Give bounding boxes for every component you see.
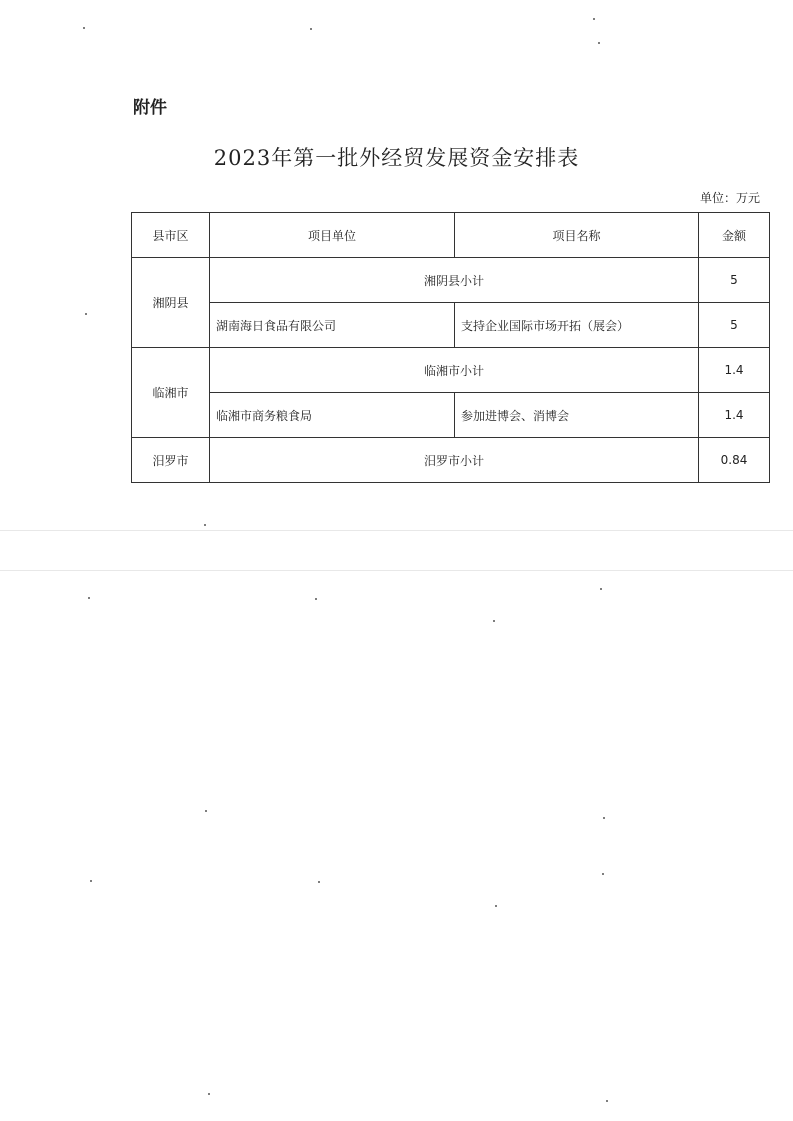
scan-speck bbox=[606, 1100, 608, 1102]
unit-label: 单位：万元 bbox=[700, 191, 761, 205]
project-cell: 参加进博会、消博会 bbox=[455, 393, 699, 438]
allocation-table bbox=[131, 212, 770, 483]
scan-speck bbox=[600, 588, 602, 590]
scan-speck bbox=[603, 817, 605, 819]
subtotal-amount: 0.84 bbox=[699, 438, 770, 483]
attachment-label: 附件 bbox=[133, 98, 167, 118]
header-unit: 项目单位 bbox=[210, 213, 455, 258]
amount-cell: 1.4 bbox=[699, 393, 770, 438]
table-row bbox=[132, 303, 770, 348]
scan-speck bbox=[493, 620, 495, 622]
table-header-row bbox=[132, 213, 770, 258]
project-cell: 支持企业国际市场开拓（展会） bbox=[455, 303, 699, 348]
unit-cell: 临湘市商务粮食局 bbox=[210, 393, 455, 438]
scan-speck bbox=[593, 18, 595, 20]
subtotal-label: 汨罗市小计 bbox=[210, 438, 699, 483]
subtotal-amount: 5 bbox=[699, 258, 770, 303]
scan-speck bbox=[310, 28, 312, 30]
scan-speck bbox=[495, 905, 497, 907]
header-county: 县市区 bbox=[132, 213, 210, 258]
scan-divider bbox=[0, 530, 793, 531]
table-row bbox=[132, 393, 770, 438]
scan-divider bbox=[0, 570, 793, 571]
subtotal-label: 湘阴县小计 bbox=[210, 258, 699, 303]
scan-speck bbox=[83, 27, 85, 29]
subtotal-amount: 1.4 bbox=[699, 348, 770, 393]
table-row bbox=[132, 258, 770, 303]
subtotal-label: 临湘市小计 bbox=[210, 348, 699, 393]
unit-cell: 湖南海日食品有限公司 bbox=[210, 303, 455, 348]
header-amount: 金额 bbox=[699, 213, 770, 258]
scan-speck bbox=[318, 881, 320, 883]
header-project: 项目名称 bbox=[455, 213, 699, 258]
county-cell: 湘阴县 bbox=[132, 258, 210, 348]
page-title: 2023年第一批外经贸发展资金安排表 bbox=[213, 146, 580, 170]
county-cell: 临湘市 bbox=[132, 348, 210, 438]
county-cell: 汨罗市 bbox=[132, 438, 210, 483]
scan-speck bbox=[88, 597, 90, 599]
scan-speck bbox=[204, 524, 206, 526]
scan-speck bbox=[205, 810, 207, 812]
scan-speck bbox=[90, 880, 92, 882]
table-row bbox=[132, 438, 770, 483]
scan-speck bbox=[598, 42, 600, 44]
scan-speck bbox=[85, 313, 87, 315]
table-row bbox=[132, 348, 770, 393]
amount-cell: 5 bbox=[699, 303, 770, 348]
scan-speck bbox=[315, 598, 317, 600]
scan-speck bbox=[602, 873, 604, 875]
scan-speck bbox=[208, 1093, 210, 1095]
